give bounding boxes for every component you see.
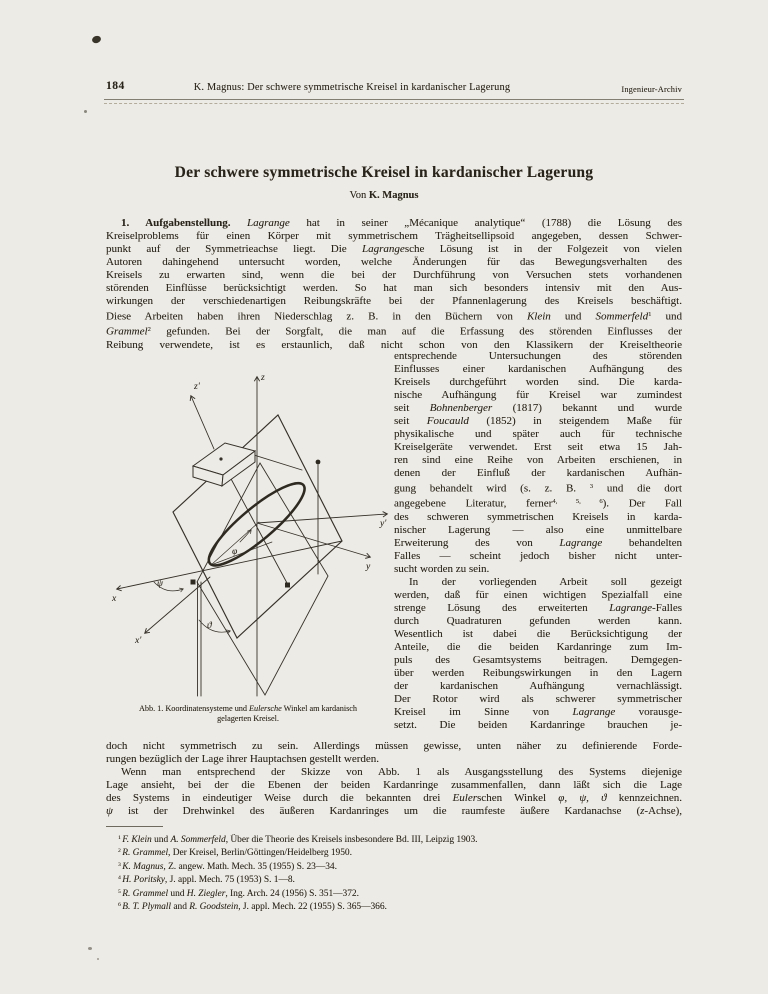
right-column [394,350,682,732]
text-line: $^1$ F. Klein und A. Sommerfeld, Über die Theorie des Kreisels insbesondere Bd. III, Leipzig 1903. [118,834,478,845]
journal-name: Ingenieur-Archiv [621,85,682,94]
theta-arc [199,620,230,632]
ink-speck [97,958,99,960]
text-line: wirkungen der verschiedenartigen Reibungskräfte bei der Pfannenlagerung des Kreisels beschäftigt. [106,295,682,307]
text-line: Abb. 1. Koordinatensysteme und Eulersche Winkel am kardanisch [138,704,358,713]
ink-speck [84,110,87,113]
axis-label-z-prime: z' [194,382,200,392]
author-name: K. Magnus [368,190,419,201]
text-line: der kardanischen Aufhängung vernachlässigt. [394,679,682,692]
paragraph [106,766,682,818]
angle-label-psi: ψ [157,579,163,589]
text-line: Lage ansieht, bei der die Ebenen der beiden Kardanringe zusammenfallen, dann läßt sich die Lage [106,779,682,791]
text-line: entsprechende Untersuchungen des störenden [394,350,682,362]
axis-label-y-prime: y' [380,519,387,529]
byline [96,190,672,201]
text-line: Kreiselgeräte verwendet. Erst seit etwa 15 Jah- [394,441,682,453]
inner-gimbal-plane [173,415,342,638]
footnote-item [106,873,682,886]
text-line: punkt auf der Symmetrieachse liegt. Die Lagrangesche Lösung ist in der Folgezeit von vielen [106,243,682,255]
text-line: Wesentlich ist dabei die Berücksichtigung der [394,627,682,640]
text-line: störenden Einflüsse berücksichtigt werden. So hat man sich besonders intensiv mit den Aus- [106,282,682,294]
text-line: gung behandelt wird (s. z. B. $^3$ und die dort [394,482,682,495]
text-line: Autoren dahingehend untersucht worden, welche Änderungen für das Bewegungsverhalten des [106,256,682,268]
text-line: gelagerten Kreisel. [217,714,279,723]
x-prime-axis [145,577,210,633]
bearing-square-left [191,580,196,585]
footnote-item [106,846,682,859]
text-line: Reibung verwendete, ist es erstaunlich, daß nicht schon von den Klassikern der Kreiseltheorie [106,338,682,351]
text-line: 1. Aufgabenstellung. Lagrange hat in seiner „Mécanique analytique“ (1788) die Lösung des [121,217,682,229]
outer-gimbal-plane [197,463,328,695]
text-line: rungen bezüglich der Lage ihrer Hauptachsen gestellt werden. [106,753,380,765]
figure-caption [102,704,394,724]
byline-prefix: Von [349,190,367,201]
footnote-item [106,860,682,873]
text-line: sucht worden zu sein. [394,562,490,575]
footnote-item [106,833,682,846]
angle-label-theta: ϑ [207,621,212,631]
text-line: seit Bohnenberger (1817) bekannt und wurde [394,402,682,414]
text-line: angegebene Literatur, ferner$^{4, 5, 6}$). Der Fall [394,497,682,510]
paragraph [394,576,682,732]
text-line: des Systems in eindeutiger Weise durch die bekannten drei Eulerschen Winkel φ, ψ, ϑ kennzeichnen. [106,792,682,804]
text-line: nischer Lagerung — also eine unmittelbare [394,523,682,536]
text-line: Der Rotor wird als schwerer symmetrischer [394,692,682,705]
text-line: Erweiterung des von Lagrange behandelten [394,536,682,549]
text-line: doch nicht symmetrisch zu sein. Allerdings müssen gewisse, unten näher zu definierende Forde- [106,740,682,752]
text-line: Kreiselproblems für einen Körper mit symmetrischem Trägheitsellipsoid angegeben, dessen Schwer- [106,230,682,242]
axle-dot [219,457,222,460]
text-line: Falles — scheint jedoch bisher nicht unter- [394,549,682,562]
text-line: Kreisels durchgeführt worden sind. Die karda- [394,376,682,388]
bottom-text [106,740,682,818]
text-line: Kreisels zu erwarten sind, wenn die bei der Durchführung von Versuchen stets vorhandenen [106,269,682,281]
footnote-item [106,900,682,913]
axis-label-z: z [261,373,265,383]
axis-label-y: y [366,562,371,572]
counterweight-slab [193,443,255,486]
phi-radius-lines [211,522,272,565]
running-title: K. Magnus: Der schwere symmetrische Kreisel in kardanischer Lagerung [193,82,511,93]
text-line: physikalische und später auch für technische [394,428,682,440]
text-line: $^6$ B. T. Plymall and R. Goodstein, J. appl. Mech. 22 (1955) S. 365—366. [118,901,387,912]
text-line: In der vorliegenden Arbeit soll gezeigt [409,575,682,588]
paragraph-continuation [106,740,682,766]
text-line: setzt. Die beiden Kardanringe brauchen je- [394,718,682,731]
text-line: $^4$ H. Poritsky, J. appl. Mech. 75 (1953) S. 1—8. [118,875,295,886]
page-number: 184 [106,80,125,92]
text-line: ren sind eine Reihe von Arbeiten erschienen, in [394,454,682,466]
axis-label-x: x [112,594,117,604]
diagram-lines [117,377,387,696]
text-line: über werden Reibungswirkungen in den Lagern [394,666,682,679]
header-rule-dashed [104,103,684,104]
left-post [198,582,202,696]
footnote-item [106,887,682,900]
article-title: Der schwere symmetrische Kreisel in kardanischer Lagerung [174,164,594,181]
text-line: werden, daß für einen wichtigen Spezialfall eine [394,588,682,601]
text-line: Diese Arbeiten haben ihren Niederschlag z. B. in den Büchern von Klein und Sommerfeld$^1$ und [106,310,683,323]
text-line: des schweren symmetrischen Kreisels in karda- [394,510,682,523]
text-line: seit Foucauld (1852) in steigendem Maße für [394,415,682,427]
ink-speck [88,947,92,950]
text-line: puls des Gesamtsystems beitragen. Demgegen- [394,653,682,666]
figure-1 [110,370,400,702]
text-line: strenge Lösung des erweiterten Lagrange-Falles [394,601,682,614]
text-line: Einflusses einer kardanischen Aufhängung des [394,363,682,375]
gyroscope-diagram [110,370,400,702]
header-rule [104,99,684,100]
text-line: Wenn man entsprechend der Skizze von Abb. 1 als Ausgangsstellung des Systems diejenige [121,766,682,778]
text-line: $^3$ K. Magnus, Z. angew. Math. Mech. 35 (1955) S. 23—34. [118,861,337,872]
text-line: $^2$ R. Grammel, Der Kreisel, Berlin/Göttingen/Heidelberg 1950. [118,848,352,859]
slab-link [254,455,302,470]
z-prime-axis [191,396,214,449]
text-line: ψ ist der Drehwinkel des äußeren Kardanringes um die raumfeste äußere Kardanachse (z-Achse), [106,805,682,817]
text-line: Kreisel im Sinne von Lagrange vorausge- [394,705,683,718]
axis-label-x-prime: x' [135,636,142,646]
text-line: Grammel$^2$ gefunden. Bei der Sorgfalt, die man auf die Erfassung des störenden Einflusses der [106,325,682,338]
text-line: Anteile, die die beiden Kardanringe zum Im- [394,640,682,653]
y-prime-axis [257,514,387,523]
bearing-circle-top [316,460,321,465]
footnotes [106,833,682,913]
footnote-rule [106,826,163,827]
phi-arc [240,530,251,542]
angle-label-phi: φ [232,547,238,557]
intro-paragraph [106,217,682,352]
paragraph-continuation [394,350,682,576]
text-line: $^5$ R. Grammel und H. Ziegler, Ing. Arch. 24 (1956) S. 351—372. [118,888,359,899]
text-line: durch Quadraturen gefunden werden kann. [394,614,682,627]
ink-speck [91,35,102,44]
text-line: denen der Einfluß der kardanischen Aufhän- [394,467,682,479]
text-line: nische Aufhängung für Kreisel war zumindest [394,389,682,401]
bearing-square-right [285,583,290,588]
